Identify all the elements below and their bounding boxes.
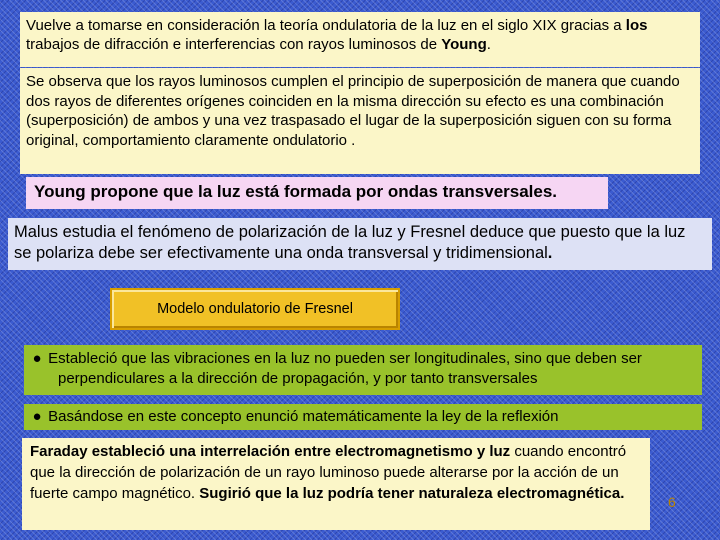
page-number: 6 [668, 494, 676, 510]
superposition-text-box [20, 68, 700, 174]
faraday-text-bold: Faraday estableció una interrelación entre electromagnetismo y luz [30, 443, 511, 460]
young-statement: Young propone que la luz está formada por ondas transversales. [34, 182, 558, 201]
bullet-icon: ● [32, 408, 42, 425]
malus-text: Malus estudia el fenómeno de polarización de la luz y Fresnel deduce que puesto que la luz se polariza debe ser efectivamente una onda transversal y tridimensional [14, 223, 686, 262]
bullet-transversal-text: Estableció que las vibraciones en la luz no pueden ser longitudinales, sino que deben ser [48, 350, 642, 367]
superposition-text: Se observa que los rayos luminosos cumplen el principio de superposición de manera que cuando dos rayos de diferentes orígenes coinciden en la misma dirección su efecto es una combinación (superposición) de ambos y una vez traspasado el lugar de la superposición siguen con su forma original, comportamiento claramente ondulatorio . [26, 73, 680, 149]
intro-text-young: Young [441, 36, 487, 53]
faraday-text: cuando encontró que la dirección de polarización de un rayo luminoso puede alterarse por la acción de un fuerte campo magnético. [30, 443, 627, 502]
bullet-reflection-text: Basándose en este concepto enunció matemáticamente la ley de la reflexión [48, 408, 559, 425]
faraday-text-conclusion: Sugirió que la luz podría tener naturaleza electromagnética [199, 485, 621, 502]
bullet-reflection-box [24, 404, 702, 430]
intro-text-box [20, 12, 700, 67]
fresnel-model-button[interactable] [110, 288, 400, 330]
intro-text-cont: trabajos de difracción e interferencias con rayos luminosos de [26, 36, 442, 53]
bullet-transversal-text-cont: perpendiculares a la dirección de propagación, y por tanto transversales [58, 370, 538, 387]
bullet-transversal-box [24, 345, 702, 395]
faraday-text-box [22, 438, 650, 530]
intro-text-bold-los: los [625, 17, 648, 34]
malus-text-box [8, 218, 712, 270]
young-statement-box [26, 177, 608, 209]
intro-text-end: . [486, 36, 491, 53]
intro-text: Vuelve a tomarse en consideración la teoría ondulatoria de la luz en el siglo XIX gracias a [26, 17, 626, 34]
malus-text-end: . [547, 244, 553, 262]
fresnel-model-label: Modelo ondulatorio de Fresnel [157, 301, 353, 317]
bullet-icon: ● [32, 350, 42, 367]
faraday-text-end: . [620, 485, 625, 502]
